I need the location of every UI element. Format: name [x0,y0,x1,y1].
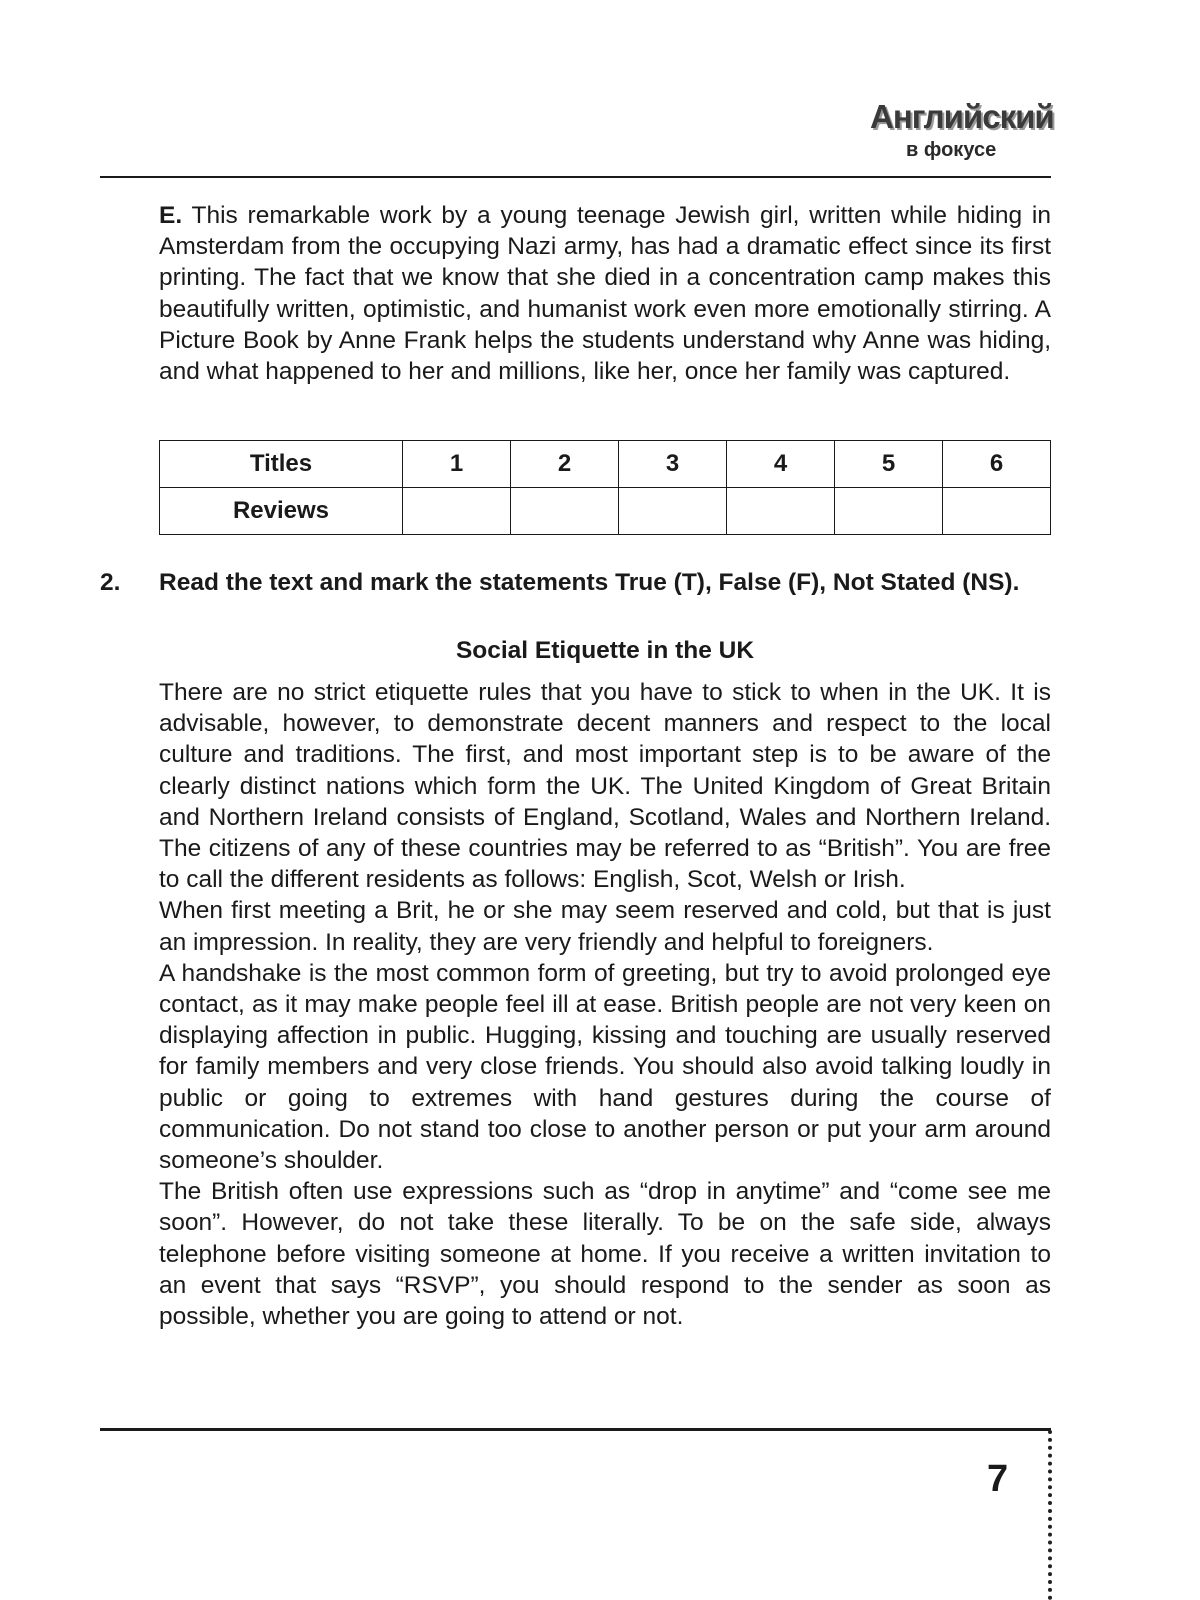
logo-subtitle: в фокусе [906,139,997,161]
row-label-titles: Titles [160,441,403,488]
row-label-reviews: Reviews [160,488,403,535]
answer-cell[interactable] [835,488,943,535]
answer-cell[interactable] [403,488,511,535]
reading-paragraph: The British often use expressions such as “drop in anytime” and “come see me soon”. However, do not take these literally. To be on the safe side, always telephone before visiting someone at home. If you receive a written invitation to an event that says “RSVP”, you should respond to the sender as soon as possible, whether you are going to attend or not. [159,1178,1051,1331]
paragraph-label: E. [159,202,183,229]
header-rule [100,176,1051,178]
answer-cell[interactable] [727,488,835,535]
reading-paragraph: A handshake is the most common form of greeting, but try to avoid prolonged eye contact, as it may make people feel ill at ease. British people are not very keen on displaying affection in public. Hugging, kissing and touching are usually reserved for family members and very close friends. You should also avoid talking loudly in public or going to extremes with hand gestures during the course of communication. Do not stand too close to another person or put your arm around someone’s shoulder. [159,959,1051,1175]
reading-text [159,677,1051,1332]
table-row-titles [160,441,1051,488]
answer-cell[interactable] [943,488,1051,535]
page-number: 7 [987,1458,1009,1500]
answer-cell[interactable] [619,488,727,535]
reading-title: Social Etiquette in the UK [455,637,755,664]
reading-paragraph: When first meeting a Brit, he or she may seem reserved and cold, but that is just an impression. In reality, they are very friendly and helpful to foreigners. [159,897,1051,956]
column-header: 6 [943,441,1051,488]
column-header: 4 [727,441,835,488]
answer-cell[interactable] [511,488,619,535]
column-header: 1 [403,441,511,488]
table-row-reviews [160,488,1051,535]
task-text: Read the text and mark the statements True (T), False (F), Not Stated (NS). [159,569,1020,596]
column-header: 5 [835,441,943,488]
column-header: 2 [511,441,619,488]
matching-table [159,440,1051,535]
review-paragraph-e [159,200,1051,387]
column-header: 3 [619,441,727,488]
task-number: 2. [100,569,121,596]
dotted-edge-line [1048,1430,1052,1600]
series-logo [870,98,1070,170]
footer-rule [100,1428,1051,1431]
logo-title: Английский [870,98,1054,135]
paragraph-text: This remarkable work by a young teenage Jewish girl, written while hiding in Amsterdam from the occupying Nazi army, has had a dramatic effect since its first printing. The fact that we know that she died in a concentration camp makes this beautifully written, optimistic, and humanist work even more emotionally stirring. A Picture Book by Anne Frank helps the students understand why Anne was hiding, and what happened to her and millions, like her, once her family was captured. [159,202,1051,386]
reading-paragraph: There are no strict etiquette rules that you have to stick to when in the UK. It is advisable, however, to demonstrate decent manners and respect to the local culture and traditions. The first, and most important step is to be aware of the clearly distinct nations which form the UK. The United Kingdom of Great Britain and Northern Ireland consists of England, Scotland, Wales and Northern Ireland. The citizens of any of these countries may be referred to as “British”. You are free to call the different residents as follows: English, Scot, Welsh or Irish. [159,679,1051,894]
